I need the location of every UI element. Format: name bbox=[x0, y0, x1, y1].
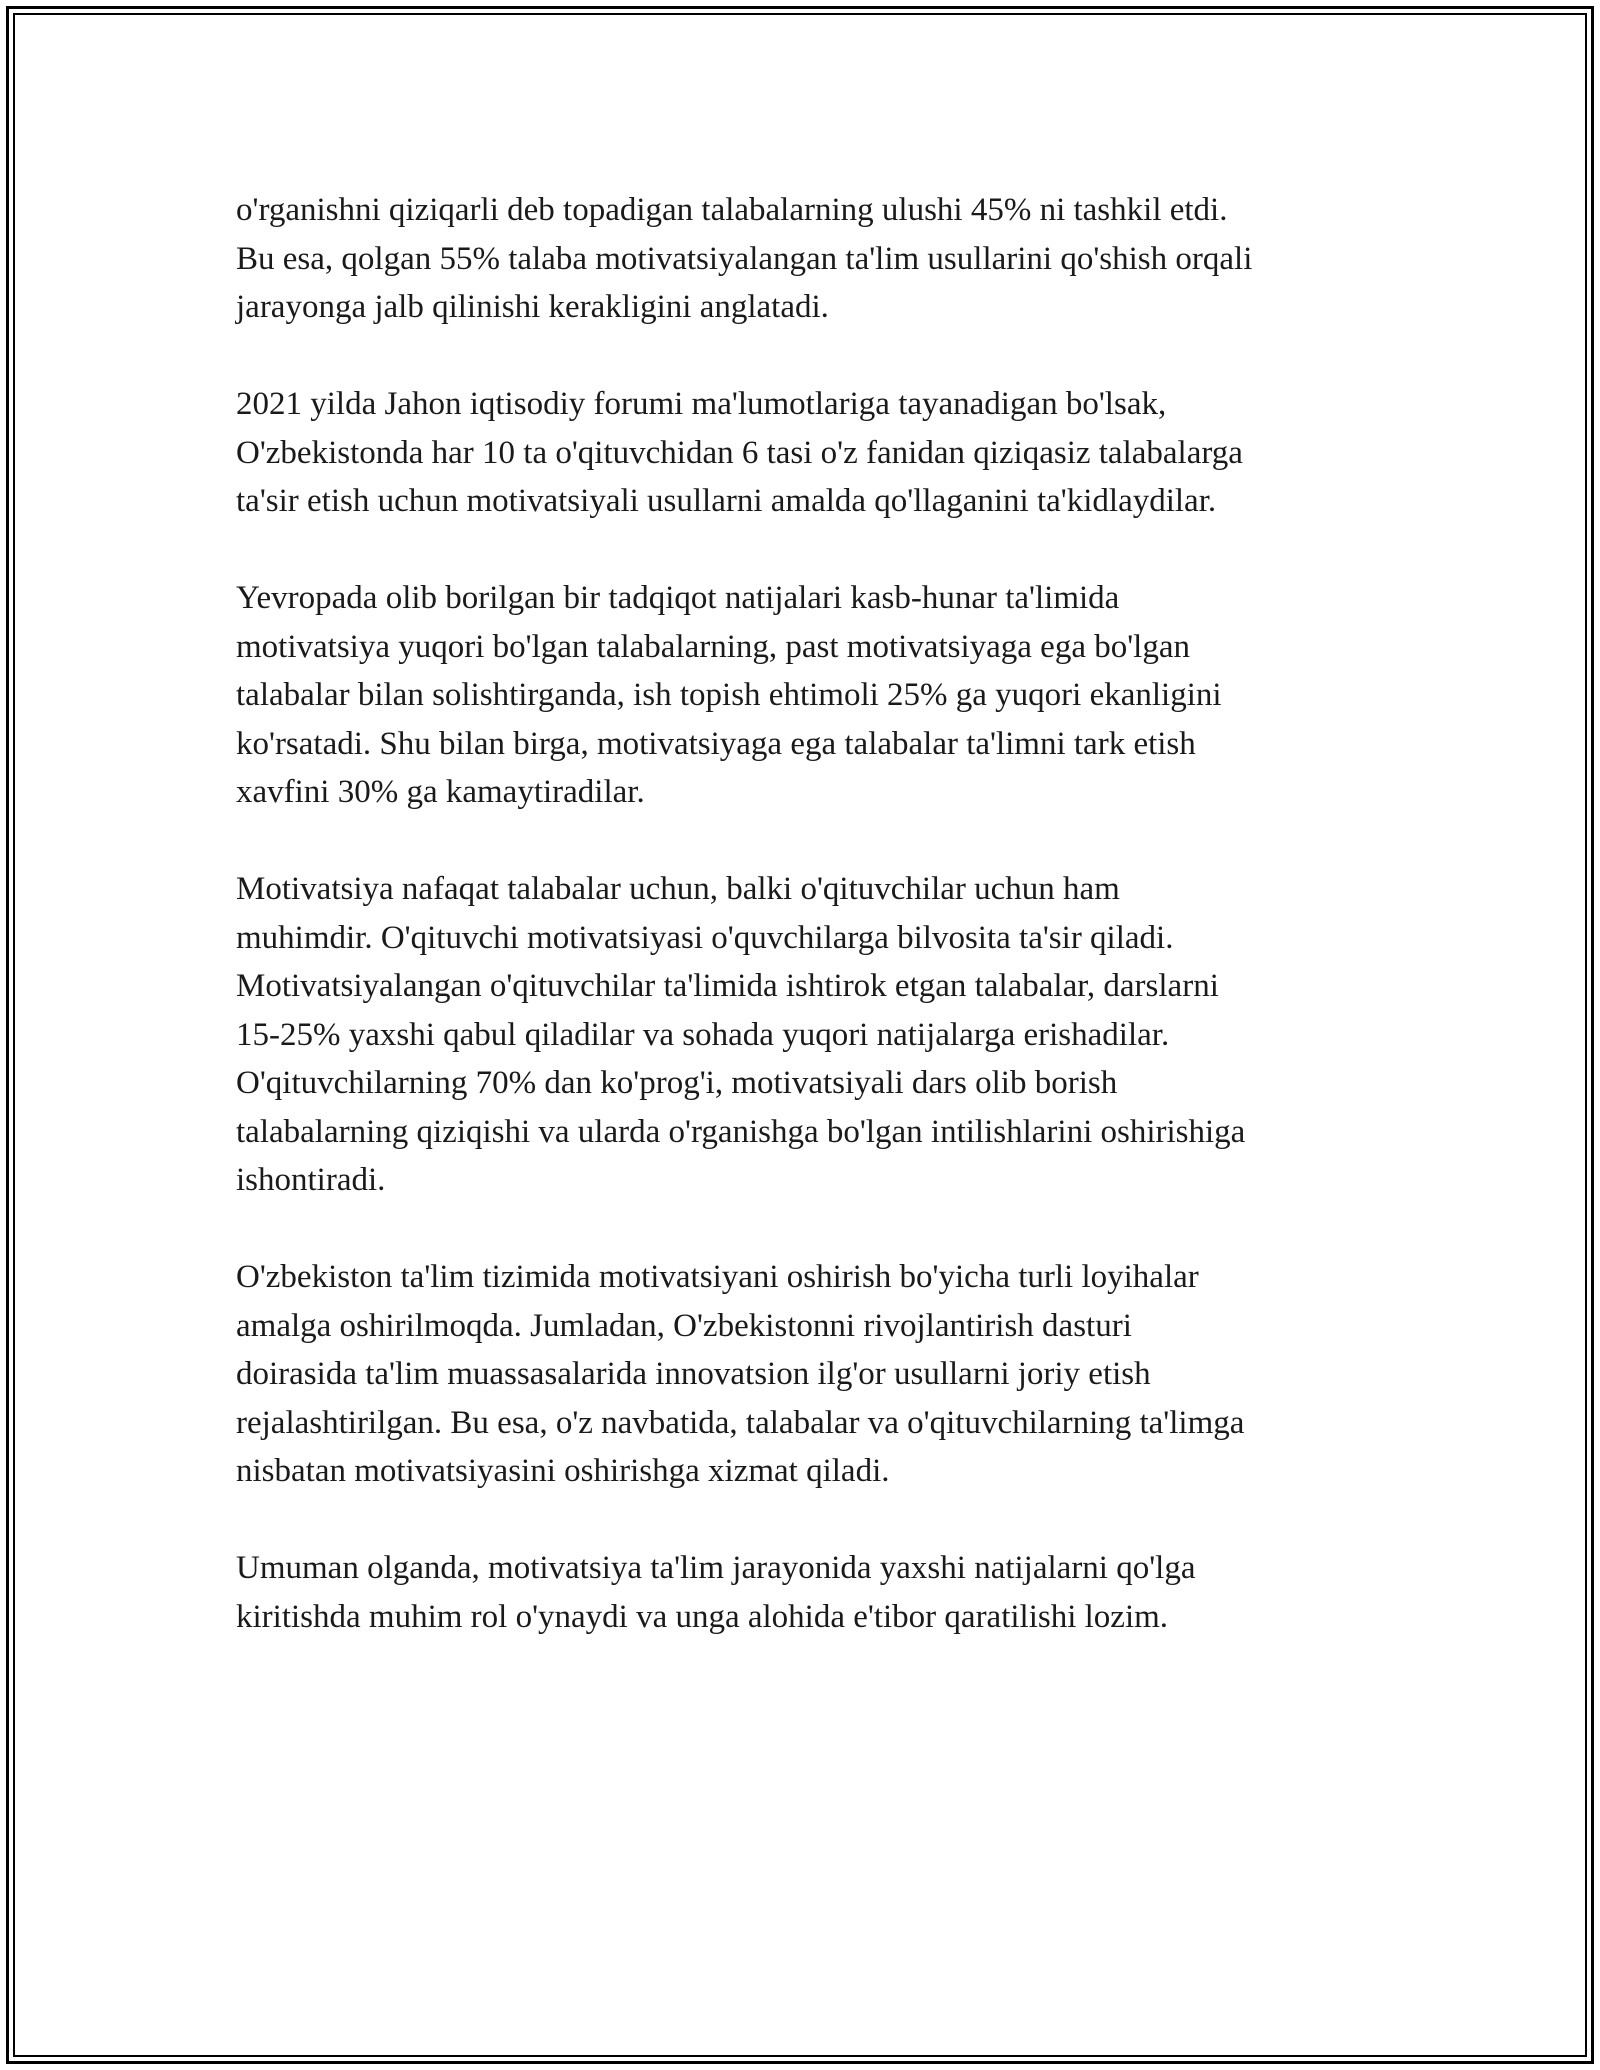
paragraph-5 bbox=[236, 1253, 1376, 1496]
paragraph-3 bbox=[236, 574, 1376, 817]
text-line: 2021 yilda Jahon iqtisodiy forumi ma'lumotlariga tayanadigan bo'lsak, bbox=[236, 386, 1167, 422]
text-line: O'zbekistonda har 10 ta o'qituvchidan 6 tasi o'z fanidan qiziqasiz talabalarga bbox=[236, 434, 1243, 471]
text-line: motivatsiya yuqori bo'lgan talabalarning, past motivatsiyaga ega bo'lgan bbox=[236, 628, 1190, 665]
text-line: O'zbekiston ta'lim tizimida motivatsiyani oshirish bo'yicha turli loyihalar bbox=[236, 1259, 1199, 1295]
text-line: Bu esa, qolgan 55% talaba motivatsiyalangan ta'lim usullarini qo'shish orqali bbox=[236, 240, 1253, 277]
text-line: Yevropada olib borilgan bir tadqiqot natijalari kasb-hunar ta'limida bbox=[236, 580, 1120, 616]
paragraph-1 bbox=[236, 186, 1376, 332]
text-line: o'rganishni qiziqarli deb topadigan talabalarning ulushi 45% ni tashkil etdi. bbox=[236, 192, 1228, 228]
text-line: xavfini 30% ga kamaytiradilar. bbox=[236, 774, 645, 810]
text-line: ta'sir etish uchun motivatsiyali usullarni amalda qo'llaganini ta'kidlaydilar. bbox=[236, 483, 1217, 519]
text-line: Motivatsiya nafaqat talabalar uchun, balki o'qituvchilar uchun ham bbox=[236, 871, 1120, 907]
text-line: amalga oshirilmoqda. Jumladan, O'zbekistonni rivojlantirish dasturi bbox=[236, 1307, 1132, 1344]
text-line: ishontiradi. bbox=[236, 1162, 386, 1198]
text-line: doirasida ta'lim muassasalarida innovatsion ilg'or usullarni joriy etish bbox=[236, 1356, 1151, 1392]
text-line: talabalar bilan solishtirganda, ish topish ehtimoli 25% ga yuqori ekanligini bbox=[236, 677, 1222, 713]
text-line: muhimdir. O'qituvchi motivatsiyasi o'quvchilarga bilvosita ta'sir qiladi. bbox=[236, 919, 1174, 956]
paragraph-2 bbox=[236, 380, 1376, 526]
text-line: rejalashtirilgan. Bu esa, o'z navbatida, talabalar va o'qituvchilarning ta'limga bbox=[236, 1404, 1245, 1441]
text-line: O'qituvchilarning 70% dan ko'prog'i, motivatsiyali dars olib borish bbox=[236, 1065, 1118, 1101]
text-line: jarayonga jalb qilinishi kerakligini anglatadi. bbox=[236, 289, 829, 325]
text-line: kiritishda muhim rol o'ynaydi va unga alohida e'tibor qaratilishi lozim. bbox=[236, 1598, 1169, 1635]
text-line: ko'rsatadi. Shu bilan birga, motivatsiyaga ega talabalar ta'limni tark etish bbox=[236, 725, 1196, 762]
document-body bbox=[236, 186, 1376, 1641]
text-line: Motivatsiyalangan o'qituvchilar ta'limida ishtirok etgan talabalar, darslarni bbox=[236, 968, 1219, 1004]
text-line: Umuman olganda, motivatsiya ta'lim jarayonida yaxshi natijalarni qo'lga bbox=[236, 1550, 1196, 1586]
text-line: nisbatan motivatsiyasini oshirishga xizmat qiladi. bbox=[236, 1453, 890, 1489]
paragraph-6 bbox=[236, 1544, 1376, 1641]
text-line: talabalarning qiziqishi va ularda o'rganishga bo'lgan intilishlarini oshirishiga bbox=[236, 1113, 1246, 1150]
paragraph-4 bbox=[236, 865, 1376, 1205]
text-line: 15-25% yaxshi qabul qiladilar va sohada yuqori natijalarga erishadilar. bbox=[236, 1016, 1170, 1053]
